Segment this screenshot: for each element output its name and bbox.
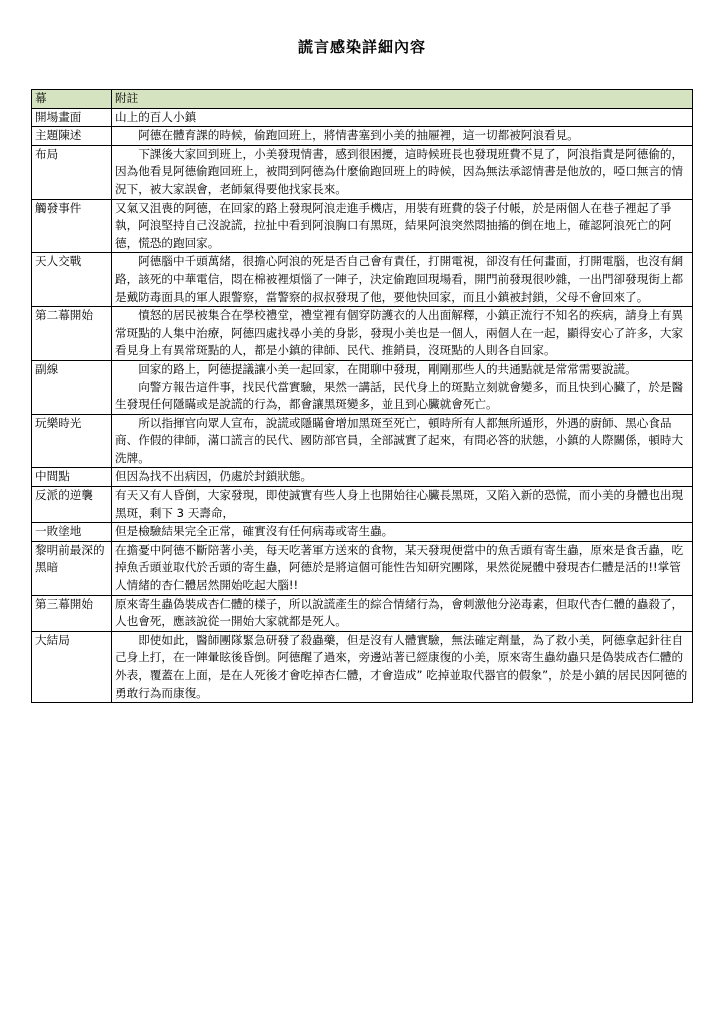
table-row <box>32 595 693 631</box>
table-header-row <box>32 90 693 109</box>
row-paragraph: 即使如此，醫師團隊緊急研發了殺蟲藥，但是沒有人體實驗，無法確定劑量，為了救小美，阿德拿起針往自己身上打，在一陣暈眩後昏倒。阿德醒了過來，旁邊站著已經康復的小美，原來寄生蟲幼蟲只是偽裝成杏仁體的外表，覆蓋在上面，是在人死後才會吃掉杏仁體，才會造成” 吃掉並取代器官的假象”，於是小鎮的居民因阿德的勇敢行為而康復。 <box>115 632 688 700</box>
row-content <box>112 360 693 414</box>
row-paragraph: 但是檢驗結果完全正常，確實沒有任何病毒或寄生蟲。 <box>115 524 394 539</box>
row-content <box>112 631 693 702</box>
row-label: 主題陳述 <box>32 127 112 146</box>
row-paragraph: 原來寄生蟲偽裝成杏仁體的樣子，所以說謊產生的綜合情緒行為，會刺激他分泌毒素，但取代杏仁體的蟲殺了，人也會死，應該說從一開始大家就都是死人。 <box>115 596 684 629</box>
row-paragraph: 下課後大家回到班上，小美發現情書，感到很困擾，這時候班長也發現班費不見了，阿浪指責是阿德偷的，因為他看見阿德偷跑回班上，被問到阿德為什麼偷跑回班上的時候，因為無法承認情書是他放的，啞口無言的情況下，被大家誤會，老師氣得要他找家長來。 <box>115 146 684 196</box>
row-content <box>112 199 693 253</box>
table-row <box>32 199 693 253</box>
table-row <box>32 145 693 199</box>
row-paragraph: 山上的百人小鎮 <box>115 109 197 124</box>
row-content <box>112 414 693 468</box>
table-row <box>32 487 693 523</box>
header-note: 附註 <box>112 90 693 109</box>
table-row <box>32 523 693 542</box>
row-paragraph: 回家的路上，阿德提議讓小美一起回家，在閒聊中發現，剛剛那些人的共通點就是常常需要說謊。 <box>138 361 637 376</box>
row-label: 第三幕開始 <box>32 595 112 631</box>
row-label: 反派的逆襲 <box>32 487 112 523</box>
row-paragraph: 阿德腦中千頭萬緒，很擔心阿浪的死是否自己會有責任，打開電視，卻沒有任何畫面，打開電腦，也沒有網路，該死的中華電信，悶在棉被裡煩惱了一陣子，決定偷跑回現場看，開門前發現很吵雜，一出門卻發現街上都是戴防毒面具的軍人跟警察，當警察的叔叔發現了他，要他快回家，而且小鎮被封鎖，父母不會回來了。 <box>115 254 684 304</box>
table-row <box>32 631 693 702</box>
table-row <box>32 360 693 414</box>
row-label: 黎明前最深的黑暗 <box>32 541 112 595</box>
header-act: 幕 <box>32 90 112 109</box>
row-content <box>112 127 693 146</box>
row-content <box>112 541 693 595</box>
row-label: 一敗塗地 <box>32 523 112 542</box>
row-paragraph: 向警方報告這件事，找民代當實驗，果然一講話，民代身上的斑點立刻就會變多，而且快到心臟了，於是醫生發現任何隱瞞或是說謊的行為，都會讓黑斑變多，並且到心臟就會死亡。 <box>115 379 684 412</box>
document-title: 謊言感染詳細內容 <box>297 38 426 56</box>
table-row <box>32 541 693 595</box>
row-paragraph: 但因為找不出病因，仍處於封鎖狀態。 <box>115 469 313 484</box>
row-content <box>112 307 693 361</box>
row-label: 第二幕開始 <box>32 307 112 361</box>
table-row <box>32 468 693 487</box>
row-label: 觸發事件 <box>32 199 112 253</box>
row-paragraph: 又氣又沮喪的阿德，在回家的路上發現阿浪走進手機店，用裝有班費的袋子付帳，於是兩個人在巷子裡起了爭執，阿浪堅持自己沒說謊，拉扯中看到阿浪胸口有黑斑，結果阿浪突然悶抽搐的倒在地上，確認阿浪死亡的阿德，慌恐的跑回家。 <box>115 200 672 250</box>
table-row <box>32 307 693 361</box>
row-paragraph: 所以指揮官向眾人宣布，說謊或隱瞞會增加黑斑至死亡，頓時所有人都無所遁形，外遇的廚師、黑心食品商、作假的律師，滿口謊言的民代、國防部官員，全部誠實了起來，有問必答的狀態，小鎮的人際關係，頓時大洗牌。 <box>115 415 684 465</box>
row-content <box>112 523 693 542</box>
story-outline-table <box>31 89 693 703</box>
row-content <box>112 145 693 199</box>
row-label: 中間點 <box>32 468 112 487</box>
row-content <box>112 487 693 523</box>
row-content <box>112 253 693 307</box>
row-paragraph: 在擔憂中阿德不斷陪著小美，每天吃著軍方送來的食物，某天發現便當中的魚舌頭有寄生蟲，原來是食舌蟲，吃掉魚舌頭並取代於舌頭的寄生蟲，阿德於是將這個可能性告知研究團隊，果然從屍體中發現杏仁體是活的!!掌管人情緒的杏仁體居然開始吃起大腦!! <box>115 542 684 593</box>
row-content <box>112 595 693 631</box>
row-label: 布局 <box>32 145 112 199</box>
table-row <box>32 127 693 146</box>
row-content <box>112 468 693 487</box>
row-content <box>112 108 693 127</box>
row-label: 天人交戰 <box>32 253 112 307</box>
row-label: 大結局 <box>32 631 112 702</box>
row-paragraph: 憤怒的居民被集合在學校禮堂，禮堂裡有個穿防護衣的人出面解釋，小鎮正流行不知名的疾病，請身上有異常斑點的人集中治療，阿德四處找尋小美的身影，發現小美也是一個人，兩個人在一起，顯得安心了許多，大家看見身上有異常斑點的人，都是小鎮的律師、民代、推銷員，沒斑點的人則各自回家。 <box>115 308 684 358</box>
row-paragraph: 阿德在體育課的時候，偷跑回班上，將情書塞到小美的抽屜裡，這一切都被阿浪看見。 <box>138 128 579 143</box>
row-label: 玩樂時光 <box>32 414 112 468</box>
table-row <box>32 108 693 127</box>
row-label: 副線 <box>32 360 112 414</box>
table-row <box>32 414 693 468</box>
table-row <box>32 253 693 307</box>
row-paragraph: 有天又有人昏倒，大家發現，即使誠實有些人身上也開始往心臟長黑斑，又陷入新的恐慌，而小美的身體也出現黑斑，剩下 3 天壽命， <box>115 488 684 520</box>
row-label: 開場畫面 <box>32 108 112 127</box>
